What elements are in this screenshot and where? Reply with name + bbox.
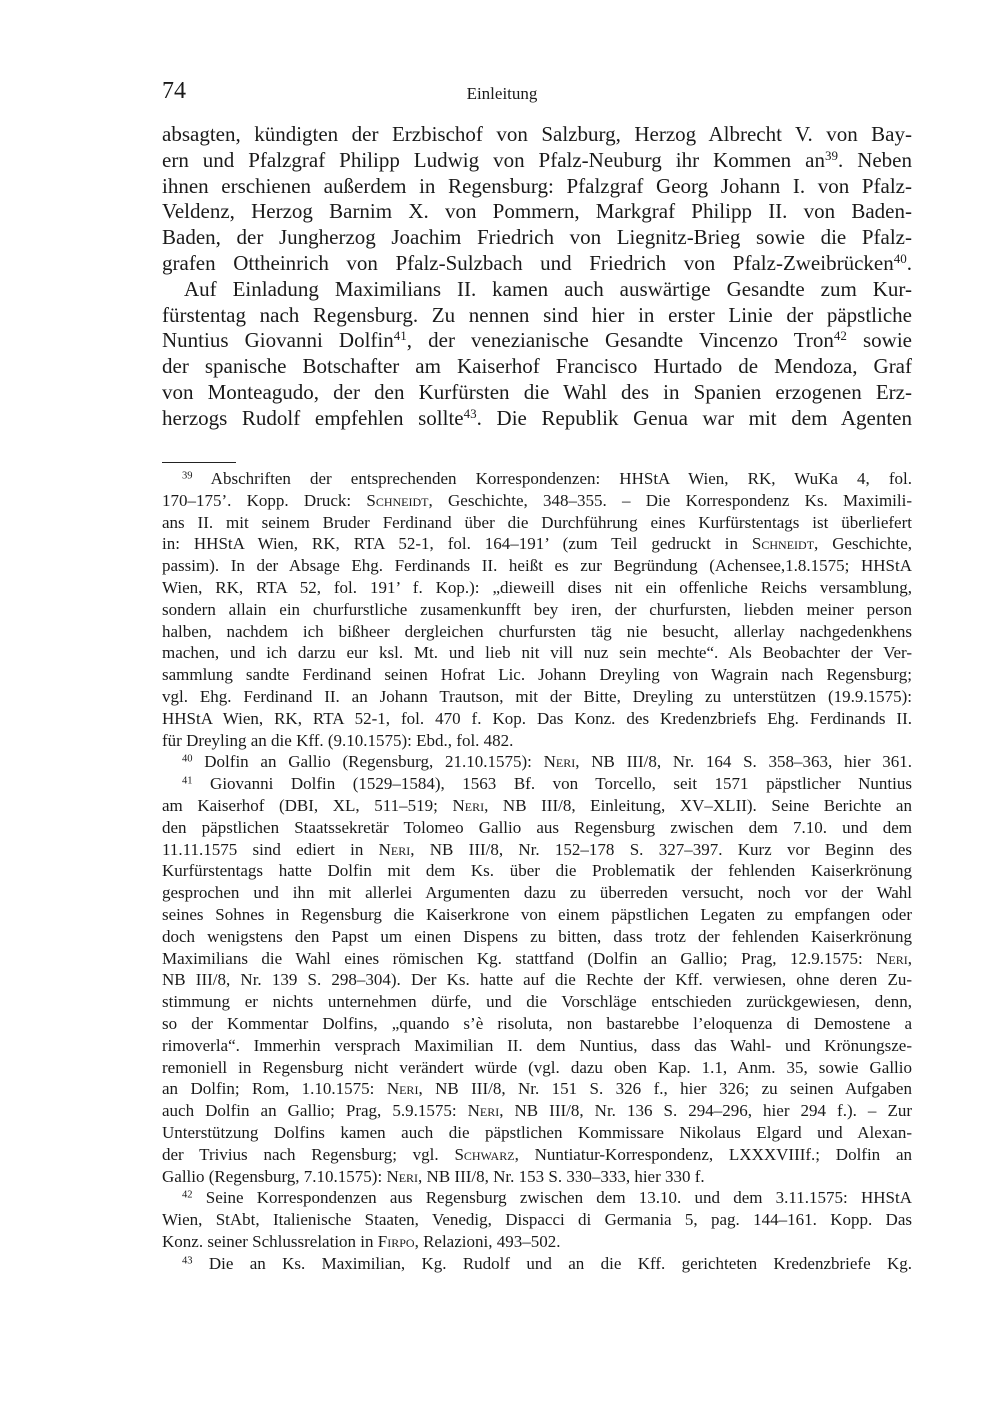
author-name-smallcaps: Neri xyxy=(467,1101,500,1121)
body-line xyxy=(162,303,912,329)
text-run: Unterstützung Dolfins kamen auch die päpstlichen Kommissare Nikolaus Elgard und Alexan- xyxy=(162,1122,912,1142)
text-run: , NB III/8, Nr. 153 S. 330–333, hier 330 f. xyxy=(418,1166,705,1186)
text-run: den päpstlichen Staatssekretär Tolomeo Gallio aus Regensburg zwischen dem 7.10. und dem xyxy=(162,817,912,837)
author-name-smallcaps: Neri xyxy=(386,1166,419,1186)
text-run: Maximilians die Wahl eines römischen Kg. stattfand (Dolfin an Gallio; Prag, 12.9.1575: xyxy=(162,948,877,968)
footnote-line xyxy=(162,773,912,795)
footnote-line xyxy=(162,1100,912,1122)
footnote-line xyxy=(162,969,912,991)
text-run: Auf Einladung Maximilians II. kamen auch auswärtige Gesandte zum Kur- xyxy=(184,276,912,301)
text-run: , Nuntiatur-Korrespondenz, LXXXVIIIf.; Dolfin an xyxy=(514,1144,912,1164)
text-run: Abschriften der entsprechenden Korrespondenzen: HHStA Wien, RK, WuKa 4, fol. xyxy=(192,469,912,488)
text-run: von Monteagudo, der den Kurfürsten die Wahl des in Spanien erzogenen Erz- xyxy=(162,379,912,404)
text-run: Die an Ks. Maximilian, Kg. Rudolf und an die Kff. gerichteten Kredenzbriefe Kg. xyxy=(192,1253,912,1273)
text-run: doch wenigstens den Papst um einen Dispens zu bitten, dass trotz der fehlenden Kaiserkrönung xyxy=(162,926,912,946)
footnote-line xyxy=(162,1078,912,1100)
body-line xyxy=(162,174,912,200)
footnote-line xyxy=(162,1013,912,1035)
author-name-smallcaps: Neri xyxy=(378,839,411,859)
text-run: NB III/8, Nr. 139 S. 298–304). Der Ks. hatte auf die Rechte der Kff. verwiesen, ohne deren Zu- xyxy=(162,970,912,990)
footnote-line xyxy=(162,621,912,643)
footnote-line xyxy=(162,795,912,817)
text-run: sowie xyxy=(846,328,912,353)
footnote-line xyxy=(162,1057,912,1079)
footnote-line xyxy=(162,1144,912,1166)
text-run: machen, und ich darzu eur ksl. Mt. und lieb nit vill nuz sein mechte“. Als Beobachter der Ver- xyxy=(162,643,912,663)
main-text xyxy=(162,122,912,432)
footnote-line xyxy=(162,904,912,926)
text-run: Gallio (Regensburg, 7.10.1575): xyxy=(162,1166,387,1186)
body-line xyxy=(162,225,912,251)
footnote-line xyxy=(162,1253,912,1275)
text-run: , NB III/8, Nr. 164 S. 358–363, hier 361. xyxy=(575,752,912,772)
footnote-line xyxy=(162,599,912,621)
text-run: Dolfin an Gallio (Regensburg, 21.10.1575): xyxy=(192,752,544,772)
text-run: halben, nachdem ich bißheer dergleichen churfursten täg nie besucht, allerlay nachgedenkhens xyxy=(162,621,912,641)
footnote-line xyxy=(162,926,912,948)
text-run: absagten, kündigten der Erzbischof von Salzburg, Herzog Albrecht V. von Bay- xyxy=(162,122,912,146)
author-name-smallcaps: Schneidt xyxy=(366,490,429,510)
text-run: . xyxy=(906,250,912,275)
text-run: sammlung sandte Ferdinand seinen Hofrat Lic. Johann Dreyling von Wagrain nach Regensburg; xyxy=(162,665,912,685)
footnote-number: 40 xyxy=(182,754,193,766)
text-run: Wien, RK, RTA 52, fol. 191’ f. Kop.): „dieweill dises nit ein offenliche Reichs versamblung, xyxy=(162,577,912,597)
author-name-smallcaps: Firpo xyxy=(377,1231,415,1251)
footnote-line xyxy=(162,555,912,577)
body-line xyxy=(162,354,912,380)
text-run: gesprochen und ihn mit allerlei Argumenten dazu zu überreden versucht, noch vor der Wahl xyxy=(162,883,912,903)
text-run: der Trivius nach Regensburg; vgl. xyxy=(162,1144,455,1164)
footnote-reference: 42 xyxy=(833,328,847,344)
footnote-line xyxy=(162,882,912,904)
footnote-line xyxy=(162,1035,912,1057)
text-run: , Geschichte, xyxy=(814,534,912,554)
text-run: , xyxy=(907,948,912,968)
text-run: seines Sohnes in Regensburg die Kaiserkrone von einem päpstlichen Legaten zu empfangen oder xyxy=(162,904,912,924)
footnote-line xyxy=(162,860,912,882)
text-run: fürstentag nach Regensburg. Zu nennen sind hier in erster Linie der päpstliche xyxy=(162,302,912,327)
text-run: auch Dolfin an Gallio; Prag, 5.9.1575: xyxy=(162,1101,468,1121)
text-run: vgl. Ehg. Ferdinand II. an Johann Trautson, mit der Bitte, Dreyling zu unterstützen (19.9.1575): xyxy=(162,686,912,706)
text-run: rimoverla“. Immerhin versprach Maximilian II. dem Nuntius, dass das Wahl- und Krönungsze- xyxy=(162,1035,912,1055)
footnote-line xyxy=(162,533,912,555)
footnote-line xyxy=(162,751,912,773)
text-run: Giovanni Dolfin (1529–1584), 1563 Bf. von Torcello, seit 1571 päpstlicher Nuntius xyxy=(192,774,912,794)
text-run: Wien, StAbt, Italienische Staaten, Venedig, Dispacci di Germania 5, pag. 144–161. Kopp. Das xyxy=(162,1210,912,1230)
footnote-number: 42 xyxy=(182,1190,193,1202)
text-run: Veldenz, Herzog Barnim X. von Pommern, Markgraf Philipp II. von Baden- xyxy=(162,199,912,224)
text-run: herzogs Rudolf empfehlen sollte xyxy=(162,405,464,430)
text-run: , NB III/8, Nr. 151 S. 326 f., hier 326; zu seinen Aufgaben xyxy=(418,1079,912,1099)
footnote-line xyxy=(162,817,912,839)
footnotes xyxy=(162,468,912,1274)
text-run: , der venezianische Gesandte Vincenzo Tron xyxy=(406,328,834,353)
footnote-line xyxy=(162,577,912,599)
text-run: Nuntius Giovanni Dolfin xyxy=(162,328,394,353)
text-run: , NB III/8, Einleitung, XV–XLII). Seine Berichte an xyxy=(484,795,912,815)
text-run: remoniell in Regensburg nicht verändert würde (vgl. dazu oben Kap. 1.1, Anm. 35, sowie Gallio xyxy=(162,1057,912,1077)
footnote-separator xyxy=(162,462,236,463)
text-run: , Geschichte, 348–355. – Die Korrespondenz Ks. Maximili- xyxy=(428,490,912,510)
body-line xyxy=(162,380,912,406)
footnote-line xyxy=(162,512,912,534)
footnote-line xyxy=(162,686,912,708)
text-run: 170–175’. Kopp. Druck: xyxy=(162,490,367,510)
author-name-smallcaps: Schwarz xyxy=(454,1144,515,1164)
text-run: der spanische Botschafter am Kaiserhof Francisco Hurtado de Mendoza, Graf xyxy=(162,354,912,379)
footnote-line xyxy=(162,468,912,490)
text-run: für Dreyling an die Kff. (9.10.1575): Ebd., fol. 482. xyxy=(162,730,514,750)
text-run: , Relazioni, 493–502. xyxy=(414,1231,561,1251)
text-run: Kurfürstentags hatte Dolfin mit dem Ks. über die Problematik der fehlenden Kaiserkrönung xyxy=(162,861,912,881)
text-run: Konz. seiner Schlussrelation in xyxy=(162,1231,378,1251)
body-line xyxy=(162,277,912,303)
footnote-line xyxy=(162,1122,912,1144)
author-name-smallcaps: Schneidt xyxy=(751,534,815,554)
text-run: , NB III/8, Nr. 152–178 S. 327–397. Kurz vor Beginn des xyxy=(410,839,912,859)
footnote-line xyxy=(162,490,912,512)
text-run: , NB III/8, Nr. 136 S. 294–296, hier 294 f.). – Zur xyxy=(499,1101,912,1121)
footnote-line xyxy=(162,664,912,686)
footnote-line xyxy=(162,642,912,664)
footnote-reference: 40 xyxy=(893,250,907,266)
text-run: in: HHStA Wien, RK, RTA 52-1, fol. 164–191’ (zum Teil gedruckt in xyxy=(162,534,752,554)
body-line xyxy=(162,251,912,277)
text-run: passim). In der Absage Ehg. Ferdinands II. heißt es zur Begründung (Achensee,1.8.1575; HHStA xyxy=(162,556,912,576)
text-run: HHStA Wien, RK, RTA 52-1, fol. 470 f. Kop. Das Konz. des Kredenzbriefs Ehg. Ferdinands II. xyxy=(162,708,912,728)
text-run: ihnen erschienen außerdem in Regensburg: Pfalzgraf Georg Johann I. von Pfalz- xyxy=(162,173,912,198)
footnote-line xyxy=(162,1187,912,1209)
text-run: . Die Republik Genua war mit dem Agenten xyxy=(476,405,912,430)
footnote-line xyxy=(162,708,912,730)
body-line xyxy=(162,122,912,148)
text-run: ern und Pfalzgraf Philipp Ludwig von Pfalz-Neuburg ihr Kommen an xyxy=(162,147,825,172)
text-run: . Neben xyxy=(837,147,912,172)
page-number: 74 xyxy=(162,78,186,104)
footnote-number: 43 xyxy=(182,1255,193,1267)
running-head: Einleitung xyxy=(466,84,538,103)
text-run: an Dolfin; Rom, 1.10.1575: xyxy=(162,1079,387,1099)
text-run: so der Kommentar Dolfins, „quando s’è risoluta, non bastarebbe l’eloquenza di Demostene a xyxy=(162,1013,912,1033)
text-run: ans II. mit seinem Bruder Ferdinand über die Durchführung eines Kurfürstentags ist überliefert xyxy=(162,512,912,532)
footnote-number: 39 xyxy=(182,470,193,482)
footnote-line xyxy=(162,730,912,752)
footnote-number: 41 xyxy=(182,775,193,787)
footnote-line xyxy=(162,839,912,861)
body-line xyxy=(162,148,912,174)
body-line xyxy=(162,406,912,432)
footnote-line xyxy=(162,1231,912,1253)
author-name-smallcaps: Neri xyxy=(386,1079,419,1099)
author-name-smallcaps: Neri xyxy=(543,752,576,772)
text-run: Baden, der Jungherzog Joachim Friedrich von Liegnitz-Brieg sowie die Pfalz- xyxy=(162,225,912,250)
footnote-line xyxy=(162,1209,912,1231)
body-line xyxy=(162,199,912,225)
text-run: sondern allain ein churfurstliche zusamenkunfft bey iren, der churfursten, liebden meiner person xyxy=(162,599,912,619)
text-run: Seine Korrespondenzen aus Regensburg zwischen dem 13.10. und dem 3.11.1575: HHStA xyxy=(192,1188,912,1208)
footnote-line xyxy=(162,991,912,1013)
text-run: grafen Ottheinrich von Pfalz-Sulzbach und Friedrich von Pfalz-Zweibrücken xyxy=(162,250,894,275)
author-name-smallcaps: Neri xyxy=(876,948,908,968)
author-name-smallcaps: Neri xyxy=(452,795,485,815)
footnote-line xyxy=(162,1166,912,1188)
footnote-reference: 39 xyxy=(824,147,838,163)
footnote-reference: 41 xyxy=(393,328,407,344)
text-run: am Kaiserhof (DBI, XL, 511–519; xyxy=(162,795,453,815)
footnote-line xyxy=(162,948,912,970)
body-line xyxy=(162,328,912,354)
footnote-reference: 43 xyxy=(463,405,477,421)
text-run: stimmung er nichts unternehmen dürfe, und die Vorschläge entschieden zurückgewiesen, denn, xyxy=(162,992,912,1012)
text-run: 11.11.1575 sind ediert in xyxy=(162,839,379,859)
